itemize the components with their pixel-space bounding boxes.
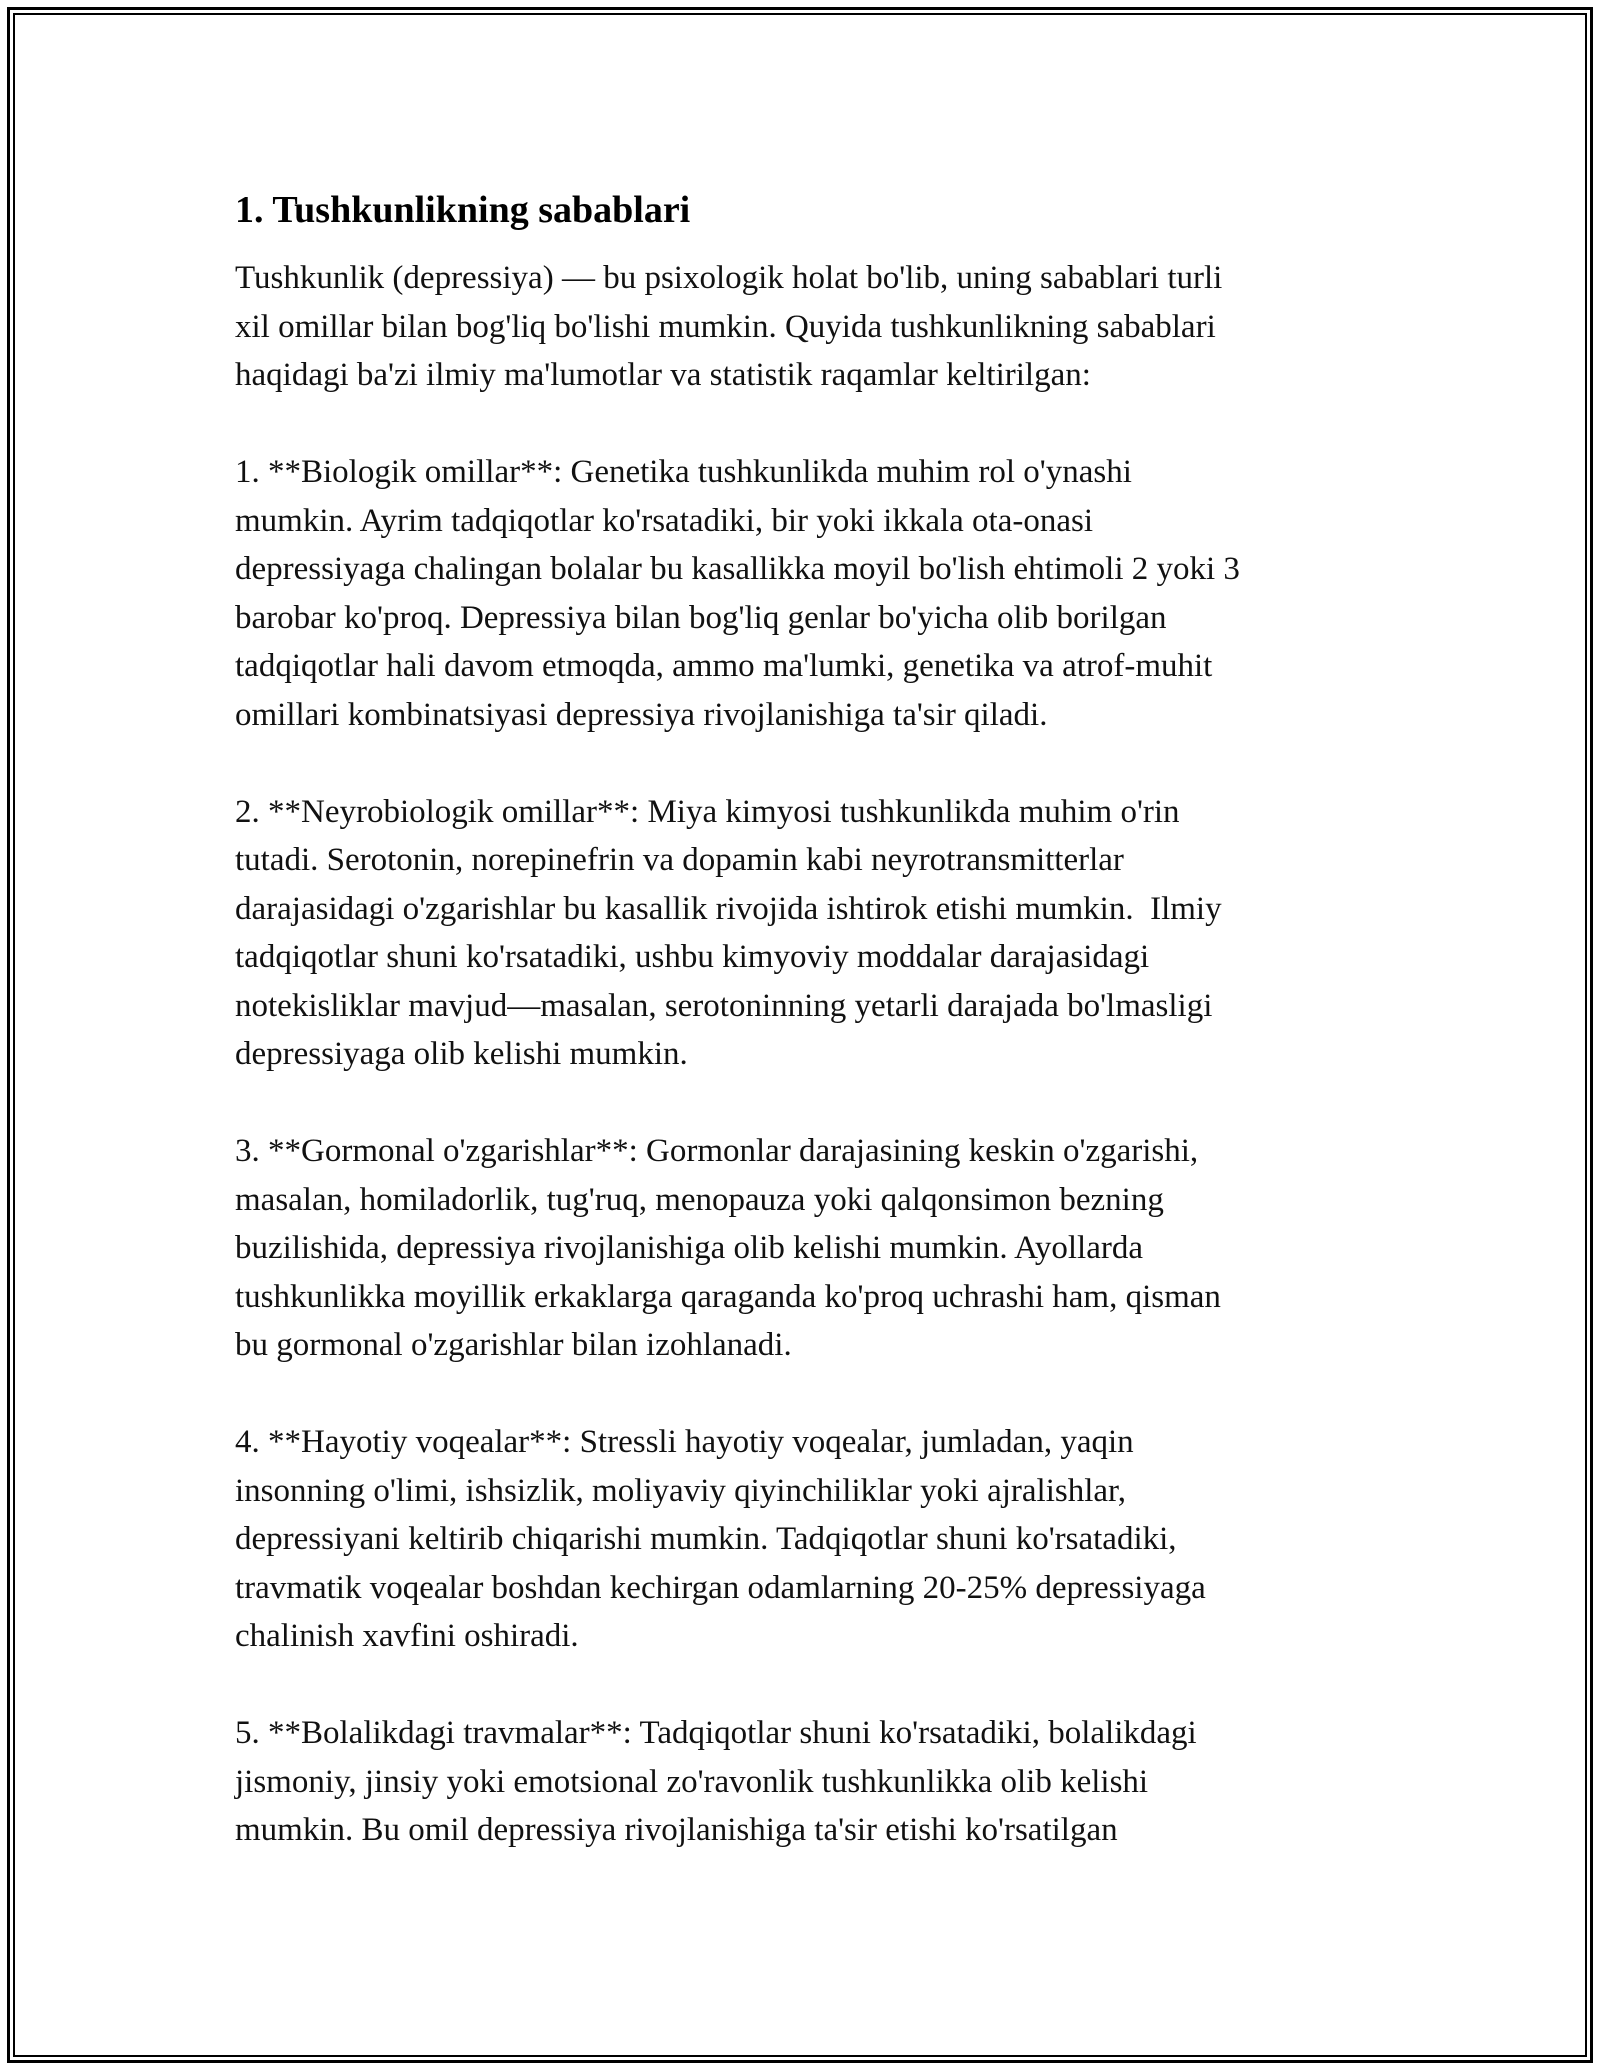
paragraph-neyrobiologik-omillar: 2. **Neyrobiologik omillar**: Miya kimyosi tushkunlikda muhim o'rin tutadi. Serotonin, norepinefrin va dopamin kabi neyrotransmitterlar darajasidagi o'zgarishlar bu kasallik rivojida ishtirok etishi mumkin. Ilmiy tadqiqotlar shuni ko'rsatadiki, ushbu kimyoviy moddalar darajasidagi notekisliklar mavjud—masalan, serotoninning yetarli darajada bo'lmasligi depressiyaga olib kelishi mumkin. [235,793,1222,1072]
paragraph-hayotiy-voqealar: 4. **Hayotiy voqealar**: Stressli hayotiy voqealar, jumladan, yaqin insonning o'limi, ishsizlik, moliyaviy qiyinchiliklar yoki ajralishlar, depressiyani keltirib chiqarishi mumkin. Tadqiqotlar shuni ko'rsatadiki, travmatik voqealar boshdan kechirgan odamlarning 20-25% depressiyaga chalinish xavfini oshiradi. [235,1424,1206,1654]
document-body [235,186,1370,1903]
paragraph-bolalikdagi-travmalar: 5. **Bolalikdagi travmalar**: Tadqiqotlar shuni ko'rsatadiki, bolalikdagi jismoniy, jinsiy yoki emotsional zo'ravonlik tushkunlikka olib kelishi mumkin. Bu omil depressiya rivojlanishiga ta'sir etishi ko'rsatilgan [235,1715,1197,1848]
paragraph-biologik-omillar: 1. **Biologik omillar**: Genetika tushkunlikda muhim rol o'ynashi mumkin. Ayrim tadqiqotlar ko'rsatadiki, bir yoki ikkala ota-onasi depressiyaga chalingan bolalar bu kasallikka moyil bo'lish ehtimoli 2 yoki 3 barobar ko'proq. Depressiya bilan bog'liq genlar bo'yicha olib borilgan tadqiqotlar hali davom etmoqda, ammo ma'lumki, genetika va atrof-muhit omillari kombinatsiyasi depressiya rivojlanishiga ta'sir qiladi. [235,454,1240,733]
paragraph-gormonal-ozgarishlar: 3. **Gormonal o'zgarishlar**: Gormonlar darajasining keskin o'zgarishi, masalan, homiladorlik, tug'ruq, menopauza yoki qalqonsimon bezning buzilishida, depressiya rivojlanishiga olib kelishi mumkin. Ayollarda tushkunlikka moyillik erkaklarga qaraganda ko'proq uchrashi ham, qisman bu gormonal o'zgarishlar bilan izohlanadi. [235,1133,1221,1363]
intro-paragraph: Tushkunlik (depressiya) — bu psixologik holat bo'lib, uning sabablari turli xil omillar bilan bog'liq bo'lishi mumkin. Quyida tushkunlikning sabablari haqidagi ba'zi ilmiy ma'lumotlar va statistik raqamlar keltirilgan: [235,260,1223,393]
document-title: 1. Tushkunlikning sabablari [235,189,691,231]
